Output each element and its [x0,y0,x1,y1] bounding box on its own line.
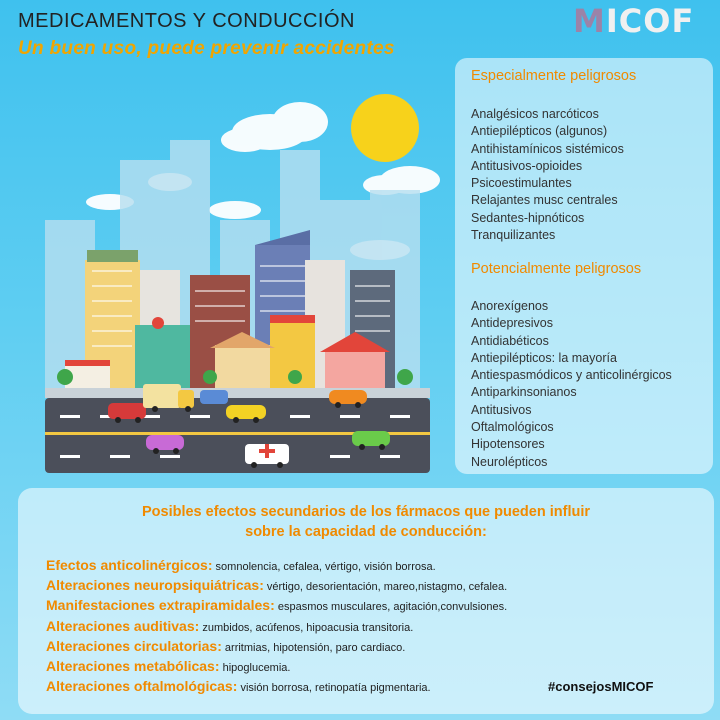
list-item: Antidepresivos [471,316,553,331]
list-item: Antiparkinsonianos [471,385,577,400]
side-effects-title: Posibles efectos secundarios de los fármacos que pueden influir sobre la capacidad de conducción: [141,504,590,540]
list-item: Antiepilépticos: la mayoría [471,350,617,365]
list-item: Alteraciones oftalmológicas: visión borrosa, retinopatía pigmentaria. [46,678,431,695]
list-item: Neurolépticos [471,454,548,469]
potential-list [471,298,672,471]
list-item: Efectos anticolinérgicos: somnolencia, cefalea, vértigo, visión borrosa. [46,557,436,573]
list-item: Alteraciones circulatorias: arritmias, hipotensión, paro cardiaco. [46,637,406,654]
list-item: Antitusivos [471,402,532,417]
list-item: Sedantes-hipnóticos [471,210,585,225]
list-item: Manifestaciones extrapiramidales: espasmos musculares, agitación,convulsiones. [46,597,508,614]
hashtag: #consejosMICOF [548,679,654,694]
list-item: Antiepilépticos (algunos) [471,124,608,139]
page-subtitle: Un buen uso, puede prevenir accidentes [18,38,395,59]
list-item: Relajantes musc centrales [471,193,618,208]
page-title: MEDICAMENTOS Y CONDUCCIÓN [18,10,355,32]
dangerous-heading: Especialmente peligrosos [471,68,637,84]
list-item: Alteraciones metabólicas: hipoglucemia. [46,658,291,675]
city-illustration [40,70,440,480]
list-item: Anorexígenos [471,299,549,313]
list-item: Tranquilizantes [471,228,556,243]
drug-lists-panel [455,58,713,474]
potential-heading: Potencialmente peligrosos [471,261,642,277]
list-item: Antihistamínicos sistémicos [471,141,624,156]
dangerous-list [471,106,624,244]
sun-icon [351,94,419,162]
list-item: Antitusivos-opioides [471,158,583,173]
list-item: Hipotensores [471,437,545,452]
micof-logo: MICOF [573,2,695,40]
list-item: Antidiabéticos [471,333,549,348]
list-item: Antiespasmódicos y anticolinérgicos [471,368,672,383]
list-item: Alteraciones neuropsiquiátricas: vértigo, desorientación, mareo,nistagmo, cefalea. [46,577,508,594]
list-item: Oftalmológicos [471,420,554,435]
list-item: Psicoestimulantes [471,176,572,191]
side-effects-list [46,556,507,697]
list-item: Analgésicos narcóticos [471,107,599,121]
list-item: Alteraciones auditivas: zumbidos, acúfenos, hipoacusia transitoria. [46,617,414,634]
